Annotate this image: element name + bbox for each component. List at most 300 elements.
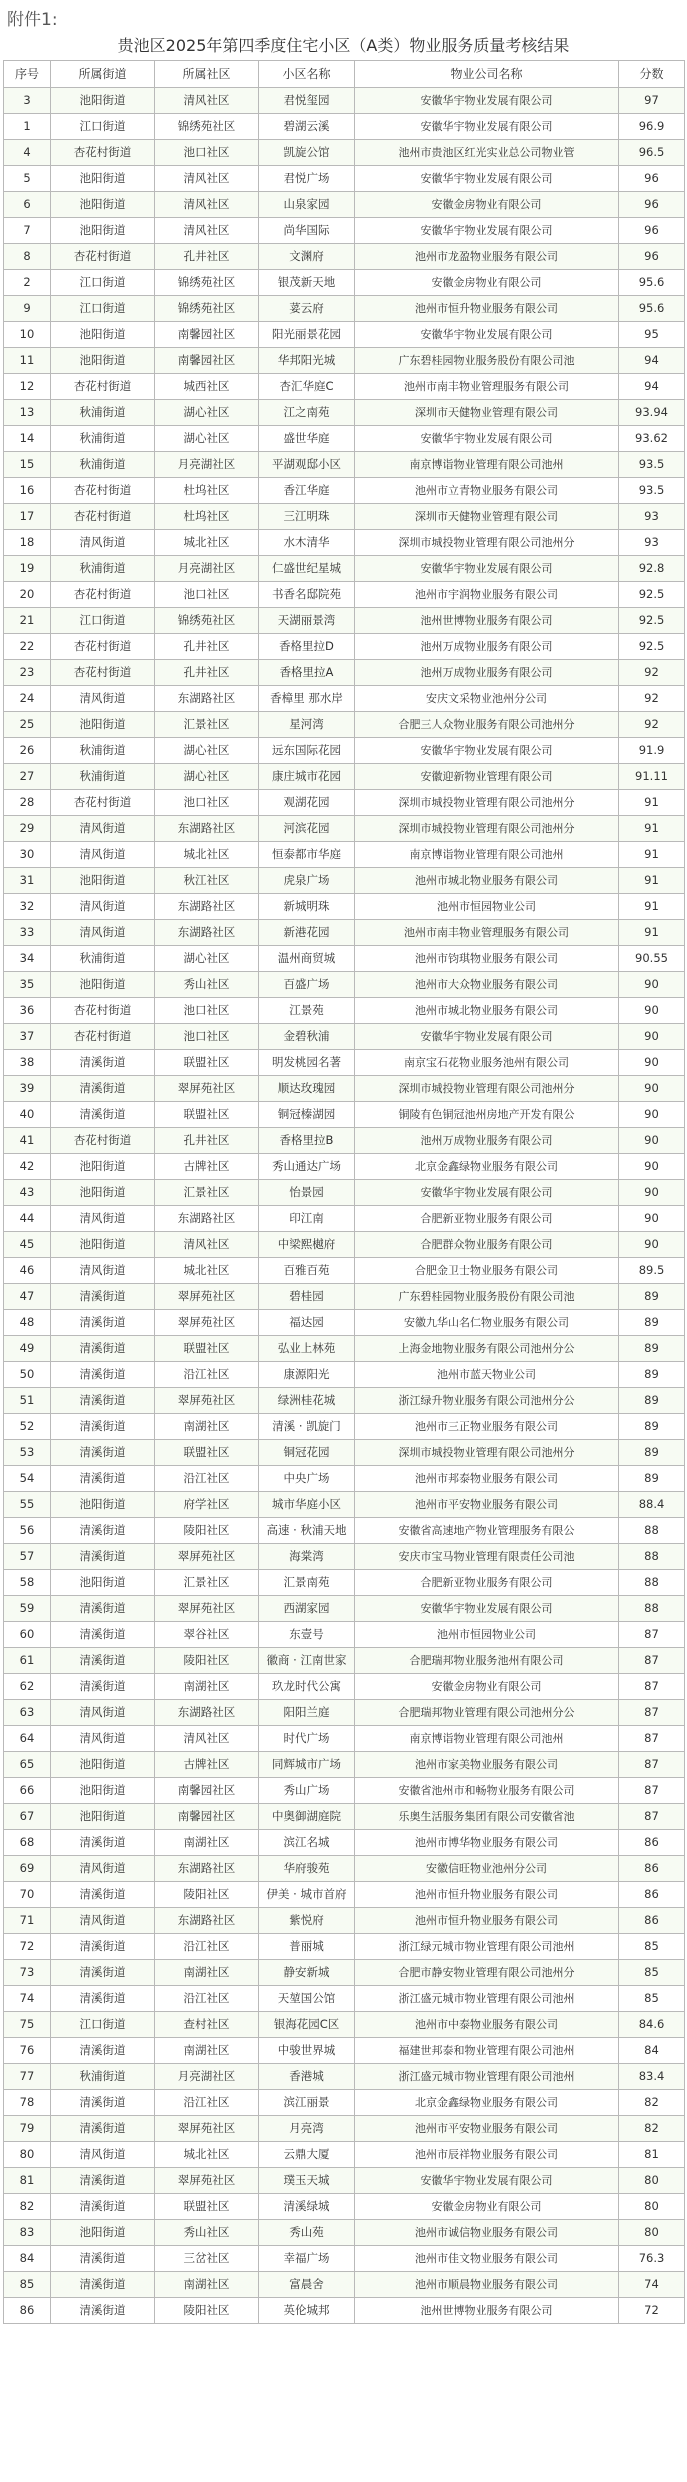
cell-score: 93.62 xyxy=(619,426,685,452)
table-row xyxy=(4,868,685,894)
cell-index: 54 xyxy=(4,1466,51,1492)
cell-street: 清溪街道 xyxy=(51,1960,155,1986)
table-row xyxy=(4,1830,685,1856)
cell-community: 池口社区 xyxy=(155,1024,259,1050)
cell-estate: 汇景南苑 xyxy=(259,1570,355,1596)
cell-index: 73 xyxy=(4,1960,51,1986)
cell-street: 清风街道 xyxy=(51,920,155,946)
cell-street: 清溪街道 xyxy=(51,1882,155,1908)
cell-score: 96.9 xyxy=(619,114,685,140)
cell-estate: 新港花园 xyxy=(259,920,355,946)
cell-street: 池阳街道 xyxy=(51,348,155,374)
cell-community: 池口社区 xyxy=(155,790,259,816)
cell-street: 池阳街道 xyxy=(51,1180,155,1206)
cell-score: 97 xyxy=(619,88,685,114)
cell-company: 池州市南丰物业管理服务有限公司 xyxy=(355,920,619,946)
cell-street: 秋浦街道 xyxy=(51,738,155,764)
cell-estate: 清溪绿城 xyxy=(259,2194,355,2220)
cell-street: 池阳街道 xyxy=(51,192,155,218)
cell-score: 92 xyxy=(619,686,685,712)
cell-community: 城北社区 xyxy=(155,842,259,868)
cell-company: 深圳市城投物业管理有限公司池州分 xyxy=(355,816,619,842)
cell-score: 87 xyxy=(619,1804,685,1830)
cell-index: 14 xyxy=(4,426,51,452)
cell-index: 12 xyxy=(4,374,51,400)
cell-company: 池州市平安物业服务有限公司 xyxy=(355,2116,619,2142)
cell-community: 翠谷社区 xyxy=(155,1622,259,1648)
cell-estate: 印江南 xyxy=(259,1206,355,1232)
cell-score: 92.5 xyxy=(619,634,685,660)
cell-company: 池州市城北物业服务有限公司 xyxy=(355,998,619,1024)
cell-company: 安徽华宇物业发展有限公司 xyxy=(355,218,619,244)
table-row xyxy=(4,842,685,868)
cell-index: 80 xyxy=(4,2142,51,2168)
cell-company: 安徽华宇物业发展有限公司 xyxy=(355,738,619,764)
cell-index: 11 xyxy=(4,348,51,374)
cell-index: 48 xyxy=(4,1310,51,1336)
cell-company: 安庆市宝马物业管理有限责任公司池 xyxy=(355,1544,619,1570)
cell-estate: 江景苑 xyxy=(259,998,355,1024)
cell-company: 上海金地物业服务有限公司池州分公 xyxy=(355,1336,619,1362)
cell-estate: 河滨花园 xyxy=(259,816,355,842)
header-street: 所属街道 xyxy=(51,61,155,88)
cell-index: 41 xyxy=(4,1128,51,1154)
table-row xyxy=(4,1440,685,1466)
cell-company: 池州万成物业服务有限公司 xyxy=(355,1128,619,1154)
table-row xyxy=(4,1518,685,1544)
cell-community: 孔井社区 xyxy=(155,634,259,660)
cell-index: 81 xyxy=(4,2168,51,2194)
table-row xyxy=(4,1648,685,1674)
cell-street: 清溪街道 xyxy=(51,1544,155,1570)
cell-index: 13 xyxy=(4,400,51,426)
table-row xyxy=(4,2142,685,2168)
cell-estate: 虎泉广场 xyxy=(259,868,355,894)
table-row xyxy=(4,2194,685,2220)
cell-index: 2 xyxy=(4,270,51,296)
table-row xyxy=(4,1570,685,1596)
cell-company: 安徽迎新物业管理有限公司 xyxy=(355,764,619,790)
cell-score: 89 xyxy=(619,1362,685,1388)
cell-estate: 幸福广场 xyxy=(259,2246,355,2272)
cell-index: 34 xyxy=(4,946,51,972)
cell-street: 江口街道 xyxy=(51,608,155,634)
cell-index: 57 xyxy=(4,1544,51,1570)
table-row xyxy=(4,1128,685,1154)
cell-estate: 阳阳兰庭 xyxy=(259,1700,355,1726)
cell-community: 南湖社区 xyxy=(155,2038,259,2064)
table-row xyxy=(4,2246,685,2272)
cell-community: 东湖路社区 xyxy=(155,894,259,920)
cell-estate: 平湖观邸小区 xyxy=(259,452,355,478)
table-row xyxy=(4,348,685,374)
cell-street: 清风街道 xyxy=(51,1908,155,1934)
cell-estate: 璞玉天城 xyxy=(259,2168,355,2194)
table-row xyxy=(4,1700,685,1726)
cell-street: 池阳街道 xyxy=(51,166,155,192)
cell-community: 翠屏苑社区 xyxy=(155,2168,259,2194)
cell-street: 秋浦街道 xyxy=(51,556,155,582)
cell-index: 42 xyxy=(4,1154,51,1180)
cell-score: 88 xyxy=(619,1518,685,1544)
cell-company: 安徽华宇物业发展有限公司 xyxy=(355,114,619,140)
cell-index: 69 xyxy=(4,1856,51,1882)
cell-street: 清溪街道 xyxy=(51,2194,155,2220)
cell-community: 翠屏苑社区 xyxy=(155,2116,259,2142)
cell-street: 秋浦街道 xyxy=(51,764,155,790)
cell-index: 7 xyxy=(4,218,51,244)
cell-company: 广东碧桂园物业服务股份有限公司池 xyxy=(355,1284,619,1310)
cell-community: 杜坞社区 xyxy=(155,478,259,504)
cell-index: 71 xyxy=(4,1908,51,1934)
table-row xyxy=(4,972,685,998)
table-row xyxy=(4,114,685,140)
cell-score: 89.5 xyxy=(619,1258,685,1284)
cell-score: 86 xyxy=(619,1908,685,1934)
cell-community: 联盟社区 xyxy=(155,1336,259,1362)
cell-index: 84 xyxy=(4,2246,51,2272)
cell-company: 安庆文采物业池州分公司 xyxy=(355,686,619,712)
cell-estate: 远东国际花园 xyxy=(259,738,355,764)
cell-estate: 滨江丽景 xyxy=(259,2090,355,2116)
cell-company: 南京宝石花物业服务池州有限公司 xyxy=(355,1050,619,1076)
cell-company: 安徽华宇物业发展有限公司 xyxy=(355,1596,619,1622)
cell-company: 安徽九华山名仁物业服务有限公司 xyxy=(355,1310,619,1336)
cell-estate: 月亮湾 xyxy=(259,2116,355,2142)
cell-estate: 东壹号 xyxy=(259,1622,355,1648)
cell-company: 池州市三正物业服务有限公司 xyxy=(355,1414,619,1440)
cell-street: 池阳街道 xyxy=(51,1492,155,1518)
table-row xyxy=(4,2220,685,2246)
cell-community: 翠屏苑社区 xyxy=(155,1596,259,1622)
cell-company: 池州市恒园物业公司 xyxy=(355,894,619,920)
cell-community: 沿江社区 xyxy=(155,1362,259,1388)
cell-street: 池阳街道 xyxy=(51,1804,155,1830)
cell-street: 清溪街道 xyxy=(51,1830,155,1856)
table-row xyxy=(4,920,685,946)
cell-company: 池州市恒升物业服务有限公司 xyxy=(355,1882,619,1908)
cell-community: 湖心社区 xyxy=(155,764,259,790)
cell-estate: 明发桃园名著 xyxy=(259,1050,355,1076)
cell-score: 90 xyxy=(619,1232,685,1258)
cell-estate: 百雅百苑 xyxy=(259,1258,355,1284)
table-row xyxy=(4,1102,685,1128)
table-row xyxy=(4,1388,685,1414)
cell-score: 82 xyxy=(619,2090,685,2116)
cell-index: 10 xyxy=(4,322,51,348)
table-row xyxy=(4,322,685,348)
cell-score: 90 xyxy=(619,1024,685,1050)
cell-estate: 中央广场 xyxy=(259,1466,355,1492)
table-row xyxy=(4,2090,685,2116)
cell-company: 池州世博物业服务有限公司 xyxy=(355,608,619,634)
cell-index: 77 xyxy=(4,2064,51,2090)
table-row xyxy=(4,712,685,738)
cell-company: 合肥瑞邦物业管理有限公司池州分公 xyxy=(355,1700,619,1726)
cell-estate: 碧湖云溪 xyxy=(259,114,355,140)
cell-score: 90 xyxy=(619,998,685,1024)
cell-community: 城北社区 xyxy=(155,1258,259,1284)
cell-company: 铜陵有色铜冠池州房地产开发有限公 xyxy=(355,1102,619,1128)
cell-company: 池州市恒升物业服务有限公司 xyxy=(355,296,619,322)
cell-street: 江口街道 xyxy=(51,296,155,322)
cell-score: 91 xyxy=(619,842,685,868)
cell-score: 89 xyxy=(619,1388,685,1414)
cell-index: 58 xyxy=(4,1570,51,1596)
cell-index: 33 xyxy=(4,920,51,946)
cell-company: 合肥新亚物业服务有限公司 xyxy=(355,1570,619,1596)
cell-community: 查村社区 xyxy=(155,2012,259,2038)
table-row xyxy=(4,1362,685,1388)
cell-score: 86 xyxy=(619,1882,685,1908)
cell-street: 秋浦街道 xyxy=(51,946,155,972)
cell-score: 91.11 xyxy=(619,764,685,790)
cell-community: 东湖路社区 xyxy=(155,816,259,842)
cell-score: 91 xyxy=(619,920,685,946)
cell-score: 83.4 xyxy=(619,2064,685,2090)
table-row xyxy=(4,374,685,400)
cell-score: 96 xyxy=(619,192,685,218)
cell-street: 清风街道 xyxy=(51,842,155,868)
cell-street: 江口街道 xyxy=(51,2012,155,2038)
table-row xyxy=(4,218,685,244)
cell-estate: 铜冠花园 xyxy=(259,1440,355,1466)
cell-community: 沿江社区 xyxy=(155,1934,259,1960)
cell-estate: 怡景园 xyxy=(259,1180,355,1206)
cell-street: 清溪街道 xyxy=(51,1102,155,1128)
cell-estate: 时代广场 xyxy=(259,1726,355,1752)
cell-score: 93.5 xyxy=(619,478,685,504)
table-row xyxy=(4,1336,685,1362)
table-row xyxy=(4,556,685,582)
cell-street: 江口街道 xyxy=(51,114,155,140)
cell-estate: 清溪 · 凯旋门 xyxy=(259,1414,355,1440)
cell-community: 锦绣苑社区 xyxy=(155,270,259,296)
table-row xyxy=(4,452,685,478)
cell-estate: 天堃国公馆 xyxy=(259,1986,355,2012)
cell-community: 南馨园社区 xyxy=(155,322,259,348)
cell-score: 80 xyxy=(619,2168,685,2194)
cell-community: 孔井社区 xyxy=(155,1128,259,1154)
cell-community: 东湖路社区 xyxy=(155,686,259,712)
cell-index: 82 xyxy=(4,2194,51,2220)
table-header-row xyxy=(4,61,685,88)
table-row xyxy=(4,1232,685,1258)
cell-street: 清溪街道 xyxy=(51,1934,155,1960)
cell-community: 翠屏苑社区 xyxy=(155,1544,259,1570)
cell-score: 96 xyxy=(619,218,685,244)
cell-estate: 玖龙时代公寓 xyxy=(259,1674,355,1700)
cell-score: 93.94 xyxy=(619,400,685,426)
cell-index: 68 xyxy=(4,1830,51,1856)
cell-estate: 观湖花园 xyxy=(259,790,355,816)
table-row xyxy=(4,894,685,920)
cell-score: 89 xyxy=(619,1414,685,1440)
cell-company: 安徽信旺物业池州分公司 xyxy=(355,1856,619,1882)
cell-community: 秀山社区 xyxy=(155,2220,259,2246)
table-row xyxy=(4,1908,685,1934)
cell-score: 91 xyxy=(619,790,685,816)
cell-score: 92.5 xyxy=(619,608,685,634)
cell-index: 75 xyxy=(4,2012,51,2038)
cell-score: 96 xyxy=(619,166,685,192)
cell-street: 池阳街道 xyxy=(51,1154,155,1180)
cell-community: 东湖路社区 xyxy=(155,1700,259,1726)
cell-company: 池州市南丰物业管理服务有限公司 xyxy=(355,374,619,400)
cell-index: 16 xyxy=(4,478,51,504)
cell-estate: 静安新城 xyxy=(259,1960,355,1986)
cell-estate: 银海花园C区 xyxy=(259,2012,355,2038)
cell-street: 清风街道 xyxy=(51,1856,155,1882)
cell-score: 87 xyxy=(619,1674,685,1700)
table-row xyxy=(4,1804,685,1830)
cell-street: 池阳街道 xyxy=(51,1232,155,1258)
results-table xyxy=(3,60,685,2324)
cell-community: 南湖社区 xyxy=(155,1960,259,1986)
cell-estate: 富晨舍 xyxy=(259,2272,355,2298)
table-row xyxy=(4,1778,685,1804)
table-row xyxy=(4,1154,685,1180)
cell-company: 深圳市城投物业管理有限公司池州分 xyxy=(355,1440,619,1466)
cell-score: 80 xyxy=(619,2194,685,2220)
cell-estate: 尚华国际 xyxy=(259,218,355,244)
cell-index: 62 xyxy=(4,1674,51,1700)
cell-company: 池州市诚信物业服务有限公司 xyxy=(355,2220,619,2246)
cell-index: 4 xyxy=(4,140,51,166)
cell-index: 38 xyxy=(4,1050,51,1076)
cell-community: 南湖社区 xyxy=(155,2272,259,2298)
cell-street: 清溪街道 xyxy=(51,1622,155,1648)
cell-company: 池州世博物业服务有限公司 xyxy=(355,2298,619,2324)
cell-street: 清溪街道 xyxy=(51,1986,155,2012)
table-row xyxy=(4,140,685,166)
cell-index: 64 xyxy=(4,1726,51,1752)
cell-community: 沿江社区 xyxy=(155,2090,259,2116)
cell-community: 池口社区 xyxy=(155,140,259,166)
cell-community: 锦绣苑社区 xyxy=(155,608,259,634)
cell-company: 池州市城北物业服务有限公司 xyxy=(355,868,619,894)
cell-estate: 盛世华庭 xyxy=(259,426,355,452)
cell-score: 87 xyxy=(619,1726,685,1752)
cell-estate: 高速 · 秋浦天地 xyxy=(259,1518,355,1544)
table-row xyxy=(4,166,685,192)
cell-index: 46 xyxy=(4,1258,51,1284)
cell-company: 安徽华宇物业发展有限公司 xyxy=(355,1180,619,1206)
table-row xyxy=(4,816,685,842)
cell-street: 杏花村街道 xyxy=(51,1024,155,1050)
cell-index: 52 xyxy=(4,1414,51,1440)
cell-community: 南湖社区 xyxy=(155,1674,259,1700)
cell-company: 浙江盛元城市物业管理有限公司池州 xyxy=(355,1986,619,2012)
table-row xyxy=(4,998,685,1024)
cell-company: 池州市博华物业服务有限公司 xyxy=(355,1830,619,1856)
cell-community: 清风社区 xyxy=(155,218,259,244)
cell-company: 合肥瑞邦物业服务池州有限公司 xyxy=(355,1648,619,1674)
cell-index: 67 xyxy=(4,1804,51,1830)
cell-street: 清溪街道 xyxy=(51,2272,155,2298)
cell-estate: 秀山广场 xyxy=(259,1778,355,1804)
cell-street: 清溪街道 xyxy=(51,1362,155,1388)
cell-community: 陵阳社区 xyxy=(155,2298,259,2324)
cell-estate: 天湖丽景湾 xyxy=(259,608,355,634)
table-row xyxy=(4,530,685,556)
table-row xyxy=(4,946,685,972)
cell-company: 安徽省池州市和畅物业服务有限公司 xyxy=(355,1778,619,1804)
cell-company: 安徽金房物业有限公司 xyxy=(355,2194,619,2220)
cell-score: 81 xyxy=(619,2142,685,2168)
table-row xyxy=(4,764,685,790)
cell-estate: 徽商 · 江南世家 xyxy=(259,1648,355,1674)
table-row xyxy=(4,400,685,426)
cell-score: 84.6 xyxy=(619,2012,685,2038)
cell-index: 17 xyxy=(4,504,51,530)
table-row xyxy=(4,790,685,816)
cell-community: 湖心社区 xyxy=(155,738,259,764)
cell-company: 安徽金房物业有限公司 xyxy=(355,1674,619,1700)
cell-community: 南馨园社区 xyxy=(155,1778,259,1804)
cell-company: 安徽华宇物业发展有限公司 xyxy=(355,556,619,582)
cell-index: 44 xyxy=(4,1206,51,1232)
cell-estate: 凯旋公馆 xyxy=(259,140,355,166)
cell-street: 清溪街道 xyxy=(51,1518,155,1544)
table-row xyxy=(4,1180,685,1206)
cell-estate: 海棠湾 xyxy=(259,1544,355,1570)
cell-estate: 滨江名城 xyxy=(259,1830,355,1856)
table-row xyxy=(4,478,685,504)
cell-estate: 香格里拉D xyxy=(259,634,355,660)
cell-company: 安徽金房物业有限公司 xyxy=(355,192,619,218)
cell-company: 池州市辰祥物业服务有限公司 xyxy=(355,2142,619,2168)
cell-street: 杏花村街道 xyxy=(51,660,155,686)
cell-community: 沿江社区 xyxy=(155,1986,259,2012)
cell-street: 江口街道 xyxy=(51,270,155,296)
cell-index: 63 xyxy=(4,1700,51,1726)
cell-score: 86 xyxy=(619,1856,685,1882)
cell-index: 24 xyxy=(4,686,51,712)
cell-street: 清溪街道 xyxy=(51,1674,155,1700)
cell-company: 池州市顺晨物业服务有限公司 xyxy=(355,2272,619,2298)
cell-community: 清风社区 xyxy=(155,166,259,192)
cell-index: 72 xyxy=(4,1934,51,1960)
cell-score: 85 xyxy=(619,1934,685,1960)
header-estate: 小区名称 xyxy=(259,61,355,88)
cell-community: 翠屏苑社区 xyxy=(155,1388,259,1414)
cell-estate: 紫悦府 xyxy=(259,1908,355,1934)
cell-street: 秋浦街道 xyxy=(51,400,155,426)
table-row xyxy=(4,1856,685,1882)
table-row xyxy=(4,1544,685,1570)
cell-estate: 中梁熙樾府 xyxy=(259,1232,355,1258)
cell-estate: 银茂新天地 xyxy=(259,270,355,296)
table-row xyxy=(4,1284,685,1310)
cell-index: 22 xyxy=(4,634,51,660)
table-row xyxy=(4,608,685,634)
cell-score: 96 xyxy=(619,244,685,270)
cell-community: 南馨园社区 xyxy=(155,1804,259,1830)
cell-score: 90 xyxy=(619,1154,685,1180)
cell-street: 清溪街道 xyxy=(51,2246,155,2272)
table-row xyxy=(4,1674,685,1700)
cell-estate: 绿洲桂花城 xyxy=(259,1388,355,1414)
cell-index: 30 xyxy=(4,842,51,868)
cell-street: 池阳街道 xyxy=(51,2220,155,2246)
cell-index: 76 xyxy=(4,2038,51,2064)
cell-company: 合肥新亚物业服务有限公司 xyxy=(355,1206,619,1232)
cell-street: 池阳街道 xyxy=(51,88,155,114)
cell-estate: 山泉家园 xyxy=(259,192,355,218)
cell-company: 池州市立青物业服务有限公司 xyxy=(355,478,619,504)
cell-index: 8 xyxy=(4,244,51,270)
